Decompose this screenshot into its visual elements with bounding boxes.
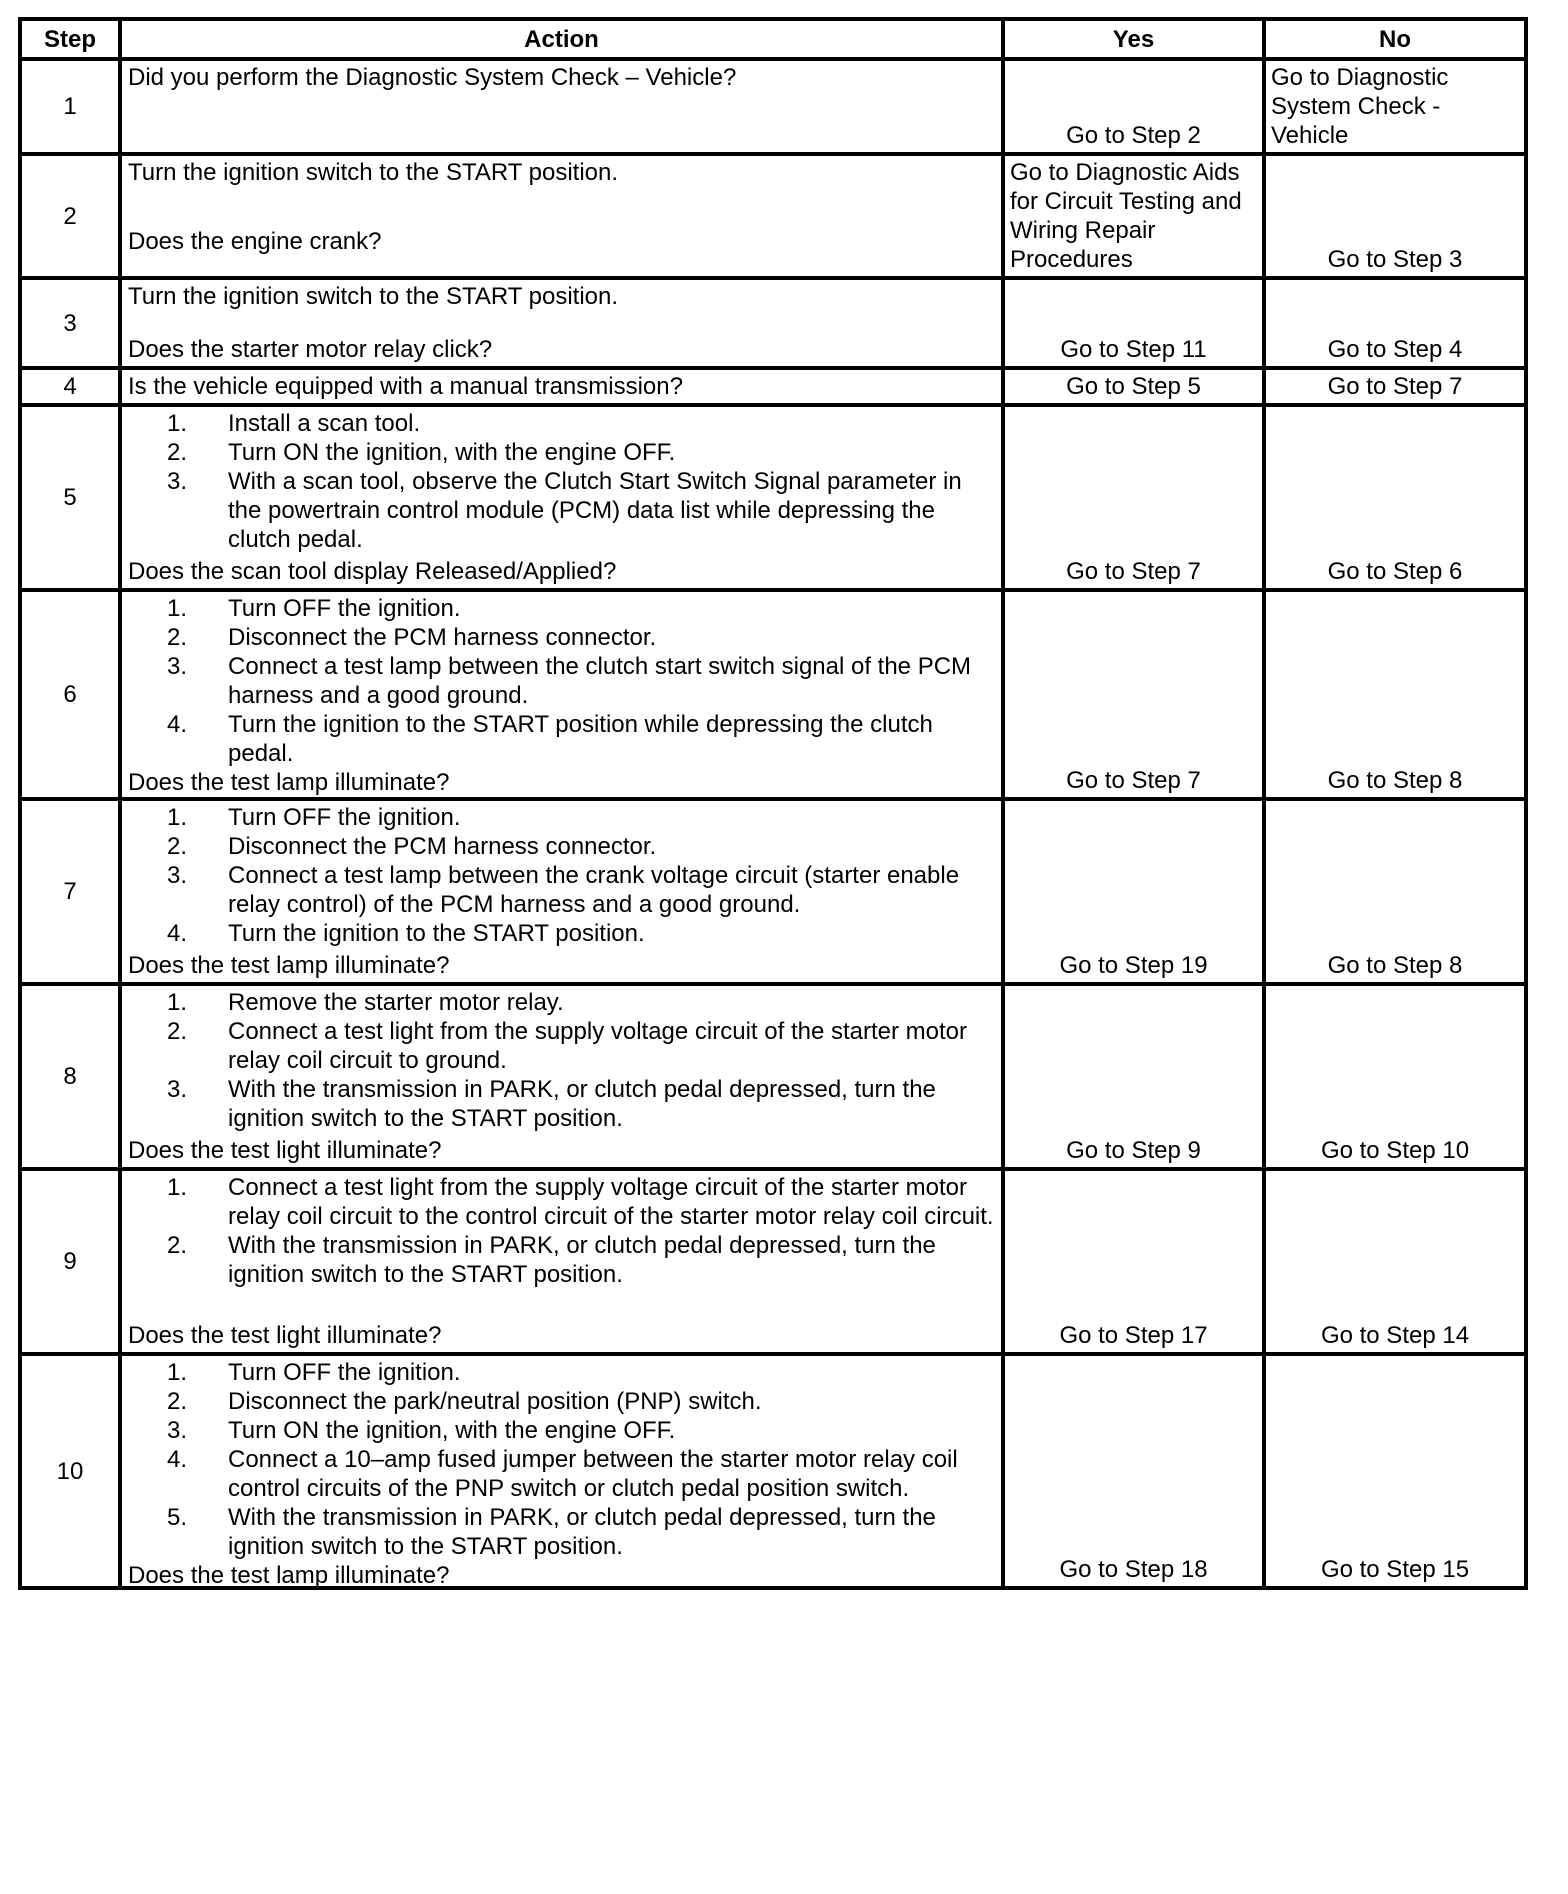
action-cell	[120, 278, 1003, 368]
action-cell	[120, 590, 1003, 799]
action-intro: Turn the ignition switch to the START position.	[128, 159, 619, 186]
procedure-item-number: 2.	[167, 624, 188, 651]
action-instructions	[128, 282, 996, 311]
procedure-item-number: 4.	[167, 920, 188, 947]
diagnostic-table	[18, 17, 1528, 1590]
procedure-list	[128, 594, 996, 768]
header-no: No	[1264, 19, 1526, 59]
step-number: 9	[20, 1169, 120, 1354]
procedure-item-text: Turn the ignition to the START position.	[228, 920, 645, 947]
action-cell	[120, 59, 1003, 154]
procedure-item-number: 3.	[167, 1076, 188, 1103]
action-cell	[120, 405, 1003, 590]
table-row	[20, 799, 1526, 984]
table-body	[20, 59, 1526, 1588]
procedure-item-number: 2.	[167, 1018, 188, 1045]
procedure-item	[128, 1503, 996, 1561]
action-question: Does the test lamp illuminate?	[128, 1562, 450, 1589]
step-number: 4	[20, 368, 120, 405]
procedure-item-number: 5.	[167, 1504, 188, 1531]
action-cell	[120, 984, 1003, 1169]
procedure-item	[128, 803, 996, 832]
procedure-item-number: 4.	[167, 711, 188, 738]
action-question: Does the test light illuminate?	[128, 1322, 442, 1349]
table-row	[20, 405, 1526, 590]
procedure-item-number: 1.	[167, 410, 188, 437]
header-yes: Yes	[1003, 19, 1264, 59]
no-result: Go to Step 15	[1264, 1354, 1526, 1588]
step-number: 7	[20, 799, 120, 984]
action-content	[128, 282, 996, 364]
action-cell	[120, 368, 1003, 405]
procedure-item-number: 1.	[167, 1174, 188, 1201]
procedure-item	[128, 988, 996, 1017]
procedure-item-text: With the transmission in PARK, or clutch pedal depressed, turn the ignition switch to the START position.	[228, 1504, 936, 1560]
no-result: Go to Step 10	[1264, 984, 1526, 1169]
action-content	[128, 372, 996, 398]
action-cell	[120, 1169, 1003, 1354]
action-question: Does the scan tool display Released/Applied?	[128, 558, 617, 585]
procedure-item	[128, 710, 996, 768]
table-row	[20, 984, 1526, 1169]
no-result: Go to Step 8	[1264, 590, 1526, 799]
diagnostic-table-container	[18, 17, 1528, 1590]
action-cell	[120, 799, 1003, 984]
procedure-item	[128, 409, 996, 438]
procedure-item	[128, 1445, 996, 1503]
procedure-item-number: 2.	[167, 833, 188, 860]
procedure-item-number: 1.	[167, 804, 188, 831]
procedure-item-text: Install a scan tool.	[228, 410, 421, 437]
no-result: Go to Step 8	[1264, 799, 1526, 984]
action-question: Does the engine crank?	[128, 228, 382, 255]
action-instructions	[128, 1173, 996, 1289]
procedure-list	[128, 988, 996, 1133]
yes-result: Go to Step 2	[1003, 59, 1264, 154]
procedure-item-number: 1.	[167, 1359, 188, 1386]
procedure-item	[128, 832, 996, 861]
procedure-item-number: 4.	[167, 1446, 188, 1473]
table-row	[20, 368, 1526, 405]
procedure-item-number: 2.	[167, 439, 188, 466]
procedure-item-text: Turn the ignition to the START position while depressing the clutch pedal.	[228, 711, 933, 767]
procedure-item	[128, 1358, 996, 1387]
yes-result: Go to Diagnostic Aids for Circuit Testing and Wiring Repair Procedures	[1003, 154, 1264, 278]
procedure-list	[128, 409, 996, 554]
procedure-item	[128, 1231, 996, 1289]
action-instructions	[128, 63, 996, 92]
no-result: Go to Step 4	[1264, 278, 1526, 368]
action-instructions	[128, 1358, 996, 1561]
procedure-item	[128, 594, 996, 623]
procedure-item-text: With a scan tool, observe the Clutch Start Switch Signal parameter in the powertrain control module (PCM) data list while depressing the clutch pedal.	[228, 468, 962, 553]
procedure-item-text: With the transmission in PARK, or clutch pedal depressed, turn the ignition switch to the START position.	[228, 1232, 936, 1288]
header-row	[20, 19, 1526, 59]
action-question: Does the test lamp illuminate?	[128, 769, 450, 796]
procedure-item-text: Turn ON the ignition, with the engine OFF.	[228, 1417, 676, 1444]
procedure-item-number: 2.	[167, 1232, 188, 1259]
yes-result: Go to Step 17	[1003, 1169, 1264, 1354]
procedure-item	[128, 919, 996, 948]
procedure-item-text: Remove the starter motor relay.	[228, 989, 564, 1016]
yes-result: Go to Step 5	[1003, 368, 1264, 405]
action-instructions	[128, 372, 996, 401]
action-instructions	[128, 803, 996, 948]
header-action: Action	[120, 19, 1003, 59]
no-result: Go to Step 6	[1264, 405, 1526, 590]
action-instructions	[128, 988, 996, 1133]
action-intro: Is the vehicle equipped with a manual transmission?	[128, 373, 683, 400]
procedure-item-text: Connect a test light from the supply voltage circuit of the starter motor relay coil circuit to the control circuit of the starter motor relay coil circuit.	[228, 1174, 994, 1230]
procedure-item-number: 3.	[167, 653, 188, 680]
procedure-item-text: Turn OFF the ignition.	[228, 595, 461, 622]
procedure-list	[128, 1358, 996, 1561]
procedure-item	[128, 438, 996, 467]
step-number: 6	[20, 590, 120, 799]
procedure-item-number: 3.	[167, 1417, 188, 1444]
action-content	[128, 63, 996, 136]
procedure-item	[128, 1075, 996, 1133]
procedure-item-number: 3.	[167, 862, 188, 889]
step-number: 5	[20, 405, 120, 590]
procedure-item-number: 1.	[167, 989, 188, 1016]
procedure-item-text: Turn OFF the ignition.	[228, 1359, 461, 1386]
procedure-item-text: Connect a test light from the supply voltage circuit of the starter motor relay coil circuit to ground.	[228, 1018, 968, 1074]
action-content	[128, 988, 996, 1165]
procedure-item-text: With the transmission in PARK, or clutch pedal depressed, turn the ignition switch to the START position.	[228, 1076, 936, 1132]
procedure-item-number: 2.	[167, 1388, 188, 1415]
yes-result: Go to Step 18	[1003, 1354, 1264, 1588]
action-intro: Did you perform the Diagnostic System Check – Vehicle?	[128, 64, 737, 91]
procedure-item	[128, 861, 996, 919]
procedure-item-text: Disconnect the PCM harness connector.	[228, 624, 657, 651]
table-row	[20, 59, 1526, 154]
action-content	[128, 803, 996, 980]
step-number: 1	[20, 59, 120, 154]
yes-result: Go to Step 9	[1003, 984, 1264, 1169]
header-step: Step	[20, 19, 120, 59]
step-number: 2	[20, 154, 120, 278]
action-content	[128, 1173, 996, 1350]
procedure-list	[128, 803, 996, 948]
no-result: Go to Step 14	[1264, 1169, 1526, 1354]
step-number: 3	[20, 278, 120, 368]
procedure-item	[128, 652, 996, 710]
yes-result: Go to Step 7	[1003, 405, 1264, 590]
procedure-item-text: Turn OFF the ignition.	[228, 804, 461, 831]
yes-result: Go to Step 19	[1003, 799, 1264, 984]
action-content	[128, 594, 996, 795]
action-content	[128, 158, 996, 256]
procedure-item-text: Disconnect the park/neutral position (PNP) switch.	[228, 1388, 762, 1415]
procedure-item	[128, 467, 996, 554]
action-cell	[120, 1354, 1003, 1588]
action-question: Does the starter motor relay click?	[128, 336, 493, 363]
table-row	[20, 278, 1526, 368]
action-intro: Turn the ignition switch to the START position.	[128, 283, 619, 310]
table-row	[20, 590, 1526, 799]
procedure-item-text: Connect a test lamp between the crank voltage circuit (starter enable relay control) of the PCM harness and a good ground.	[228, 862, 960, 918]
procedure-item	[128, 1017, 996, 1075]
procedure-item-number: 1.	[167, 595, 188, 622]
procedure-list	[128, 1173, 996, 1289]
no-result: Go to Step 7	[1264, 368, 1526, 405]
step-number: 10	[20, 1354, 120, 1588]
table-row	[20, 154, 1526, 278]
no-result: Go to Step 3	[1264, 154, 1526, 278]
procedure-item-text: Turn ON the ignition, with the engine OFF.	[228, 439, 676, 466]
table-row	[20, 1354, 1526, 1588]
no-result: Go to Diagnostic System Check - Vehicle	[1264, 59, 1526, 154]
procedure-item-number: 3.	[167, 468, 188, 495]
procedure-item	[128, 1416, 996, 1445]
table-row	[20, 1169, 1526, 1354]
action-question: Does the test light illuminate?	[128, 1137, 442, 1164]
action-question: Does the test lamp illuminate?	[128, 952, 450, 979]
action-content	[128, 1358, 996, 1589]
action-cell	[120, 154, 1003, 278]
step-number: 8	[20, 984, 120, 1169]
action-instructions	[128, 409, 996, 554]
procedure-item-text: Connect a test lamp between the clutch start switch signal of the PCM harness and a good ground.	[228, 653, 972, 709]
action-instructions	[128, 158, 996, 187]
procedure-item	[128, 1173, 996, 1231]
procedure-item	[128, 623, 996, 652]
action-instructions	[128, 594, 996, 768]
procedure-item-text: Disconnect the PCM harness connector.	[228, 833, 657, 860]
yes-result: Go to Step 7	[1003, 590, 1264, 799]
procedure-item	[128, 1387, 996, 1416]
action-content	[128, 409, 996, 586]
yes-result: Go to Step 11	[1003, 278, 1264, 368]
procedure-item-text: Connect a 10–amp fused jumper between the starter motor relay coil control circuits of the PNP switch or clutch pedal position switch.	[228, 1446, 958, 1502]
